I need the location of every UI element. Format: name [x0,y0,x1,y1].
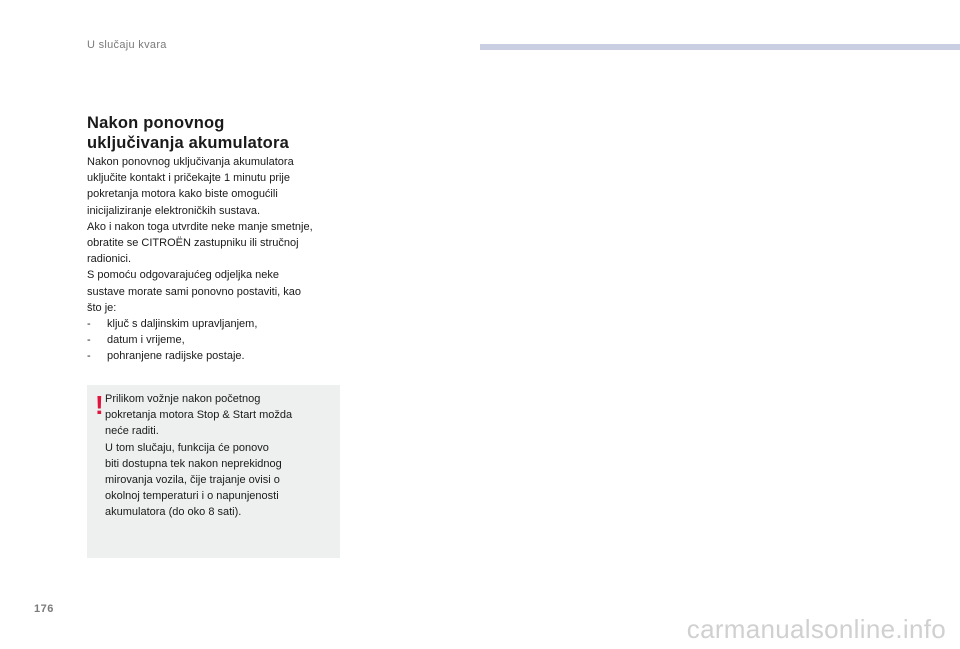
body-line: uključite kontakt i pričekajte 1 minutu prije [87,172,290,185]
warning-line: akumulatora (do oko 8 sati). [105,506,242,519]
watermark: carmanualsonline.info [686,614,946,644]
bullet-text: pohranjene radijske postaje. [107,350,245,363]
body-line: obratite se CITROËN zastupniku ili stručnoj [87,237,299,250]
bullet-dash: - [87,334,91,347]
warning-line: U tom slučaju, funkcija će ponovo [105,441,269,454]
body-line: pokretanja motora kako biste omogućili [87,188,278,201]
warning-line: okolnoj temperaturi i o napunjenosti [105,490,279,503]
bullet-dash: - [87,350,91,363]
body-line: inicijaliziranje elektroničkih sustava. [87,204,261,217]
warning-line: pokretanja motora Stop & Start možda [105,409,293,422]
warning-line: biti dostupna tek nakon neprekidnog [105,457,282,470]
article-title-line: Nakon ponovnog [87,114,225,132]
body-line: sustave morate sami ponovno postaviti, kao [87,285,302,298]
warning-line: neće raditi. [105,425,159,438]
body-line: Ako i nakon toga utvrdite neke manje smetnje, [87,220,313,233]
bullet-item [87,348,347,364]
body-line: što je: [87,301,117,314]
warning-exclamation-icon: ! [95,390,104,420]
body-line: radionici. [87,253,132,266]
warning-box [87,385,340,558]
page-number: 176 [34,603,54,615]
bullet-dash: - [87,318,91,331]
bullet-item [87,332,347,348]
warning-line: Prilikom vožnje nakon početnog [105,393,261,405]
body-line: S pomoću odgovarajućeg odjeljka neke [87,269,280,282]
bullet-item [87,316,347,332]
header-bar [480,44,960,50]
bullet-text: datum i vrijeme, [107,334,185,347]
article-title-line: uključivanja akumulatora [87,134,289,152]
bullet-text: ključ s daljinskim upravljanjem, [107,318,258,331]
article-title [87,113,367,153]
body-line: Nakon ponovnog uključivanja akumulatora [87,156,294,168]
article-body [87,154,347,365]
warning-line: mirovanja vozila, čije trajanje ovisi o [105,474,280,487]
section-header: U slučaju kvara [87,39,167,51]
warning-text [105,391,335,521]
